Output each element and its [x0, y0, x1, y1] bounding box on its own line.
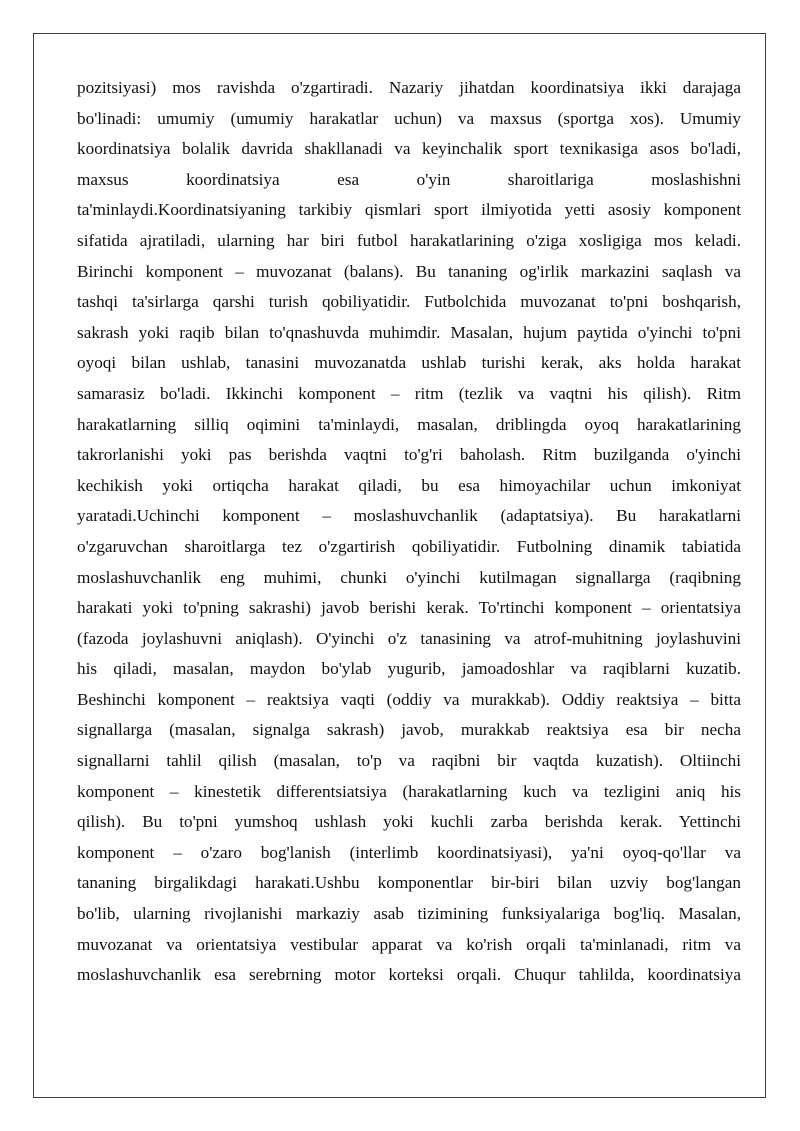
- text-line: bo'lib, ularning rivojlanishi markaziy asab tizimining funksiyalariga bog'liq. Masalan,: [77, 904, 741, 924]
- text-line: samarasiz bo'ladi. Ikkinchi komponent – ritm (tezlik va vaqtni his qilish). Ritm: [77, 383, 741, 403]
- text-line: ta'minlaydi.Koordinatsiyaning tarkibiy qismlari sport ilmiyotida yetti asosiy komponent: [77, 200, 741, 220]
- text-line: koordinatsiya bolalik davrida shakllanadi va keyinchalik sport texnikasiga asos bo'ladi,: [77, 139, 741, 159]
- body-text: [77, 73, 741, 991]
- text-line: moslashuvchanlik esa serebrning motor korteksi orqali. Chuqur tahlilda, koordinatsiya: [77, 965, 741, 985]
- text-line: harakatlarning silliq oqimini ta'minlaydi, masalan, driblingda oyoq harakatlarining: [77, 414, 741, 434]
- text-line: qilish). Bu to'pni yumshoq ushlash yoki kuchli zarba berishda kerak. Yettinchi: [77, 812, 741, 832]
- text-line: tashqi ta'sirlarga qarshi turish qobiliyatidir. Futbolchida muvozanat to'pni boshqarish,: [77, 292, 741, 312]
- text-line: harakati yoki to'pning sakrashi) javob berishi kerak. To'rtinchi komponent – orientatsiya: [77, 598, 741, 618]
- text-line: pozitsiyasi) mos ravishda o'zgartiradi. Nazariy jihatdan koordinatsiya ikki darajaga: [77, 78, 741, 97]
- text-line: muvozanat va orientatsiya vestibular apparat va ko'rish orqali ta'minlanadi, ritm va: [77, 934, 741, 954]
- text-line: tananing birgalikdagi harakati.Ushbu komponentlar bir-biri bilan uzviy bog'langan: [77, 873, 741, 893]
- text-line: moslashuvchanlik eng muhimi, chunki o'yinchi kutilmagan signallarga (raqibning: [77, 567, 741, 587]
- text-line: o'zgaruvchan sharoitlarga tez o'zgartirish qobiliyatidir. Futbolning dinamik tabiatida: [77, 536, 741, 556]
- text-line: bo'linadi: umumiy (umumiy harakatlar uchun) va maxsus (sportga xos). Umumiy: [77, 108, 741, 128]
- text-line: takrorlanishi yoki pas berishda vaqtni to'g'ri baholash. Ritm buzilganda o'yinchi: [77, 445, 741, 465]
- text-line: komponent – kinestetik differentsiatsiya (harakatlarning kuch va tezligini aniq his: [77, 781, 741, 801]
- text-line: Birinchi komponent – muvozanat (balans). Bu tananing og'irlik markazini saqlash va: [77, 261, 741, 281]
- text-line: signallarni tahlil qilish (masalan, to'p va raqibni bir vaqtda kuzatish). Oltiinchi: [77, 751, 741, 771]
- text-line: (fazoda joylashuvni aniqlash). O'yinchi o'z tanasining va atrof-muhitning joylashuvini: [77, 628, 741, 648]
- text-line: his qiladi, masalan, maydon bo'ylab yugurib, jamoadoshlar va raqiblarni kuzatib.: [77, 659, 741, 679]
- text-line: Beshinchi komponent – reaktsiya vaqti (oddiy va murakkab). Oddiy reaktsiya – bitta: [77, 689, 741, 709]
- text-line: yaratadi.Uchinchi komponent – moslashuvchanlik (adaptatsiya). Bu harakatlarni: [77, 506, 741, 526]
- text-line: sifatida ajratiladi, ularning har biri futbol harakatlarining o'ziga xosligiga mos keladi.: [77, 230, 741, 250]
- text-line: kechikish yoki ortiqcha harakat qiladi, bu esa himoyachilar uchun imkoniyat: [77, 475, 741, 495]
- text-line: sakrash yoki raqib bilan to'qnashuvda muhimdir. Masalan, hujum paytida o'yinchi to'pni: [77, 322, 741, 342]
- text-line: signallarga (masalan, signalga sakrash) javob, murakkab reaktsiya esa bir necha: [77, 720, 741, 740]
- text-line: maxsus koordinatsiya esa o'yin sharoitlariga moslashishni: [77, 169, 741, 189]
- text-line: komponent – o'zaro bog'lanish (interlimb koordinatsiyasi), ya'ni oyoq-qo'llar va: [77, 842, 741, 862]
- text-line: oyoqi bilan ushlab, tanasini muvozanatda ushlab turishi kerak, aks holda harakat: [77, 353, 741, 373]
